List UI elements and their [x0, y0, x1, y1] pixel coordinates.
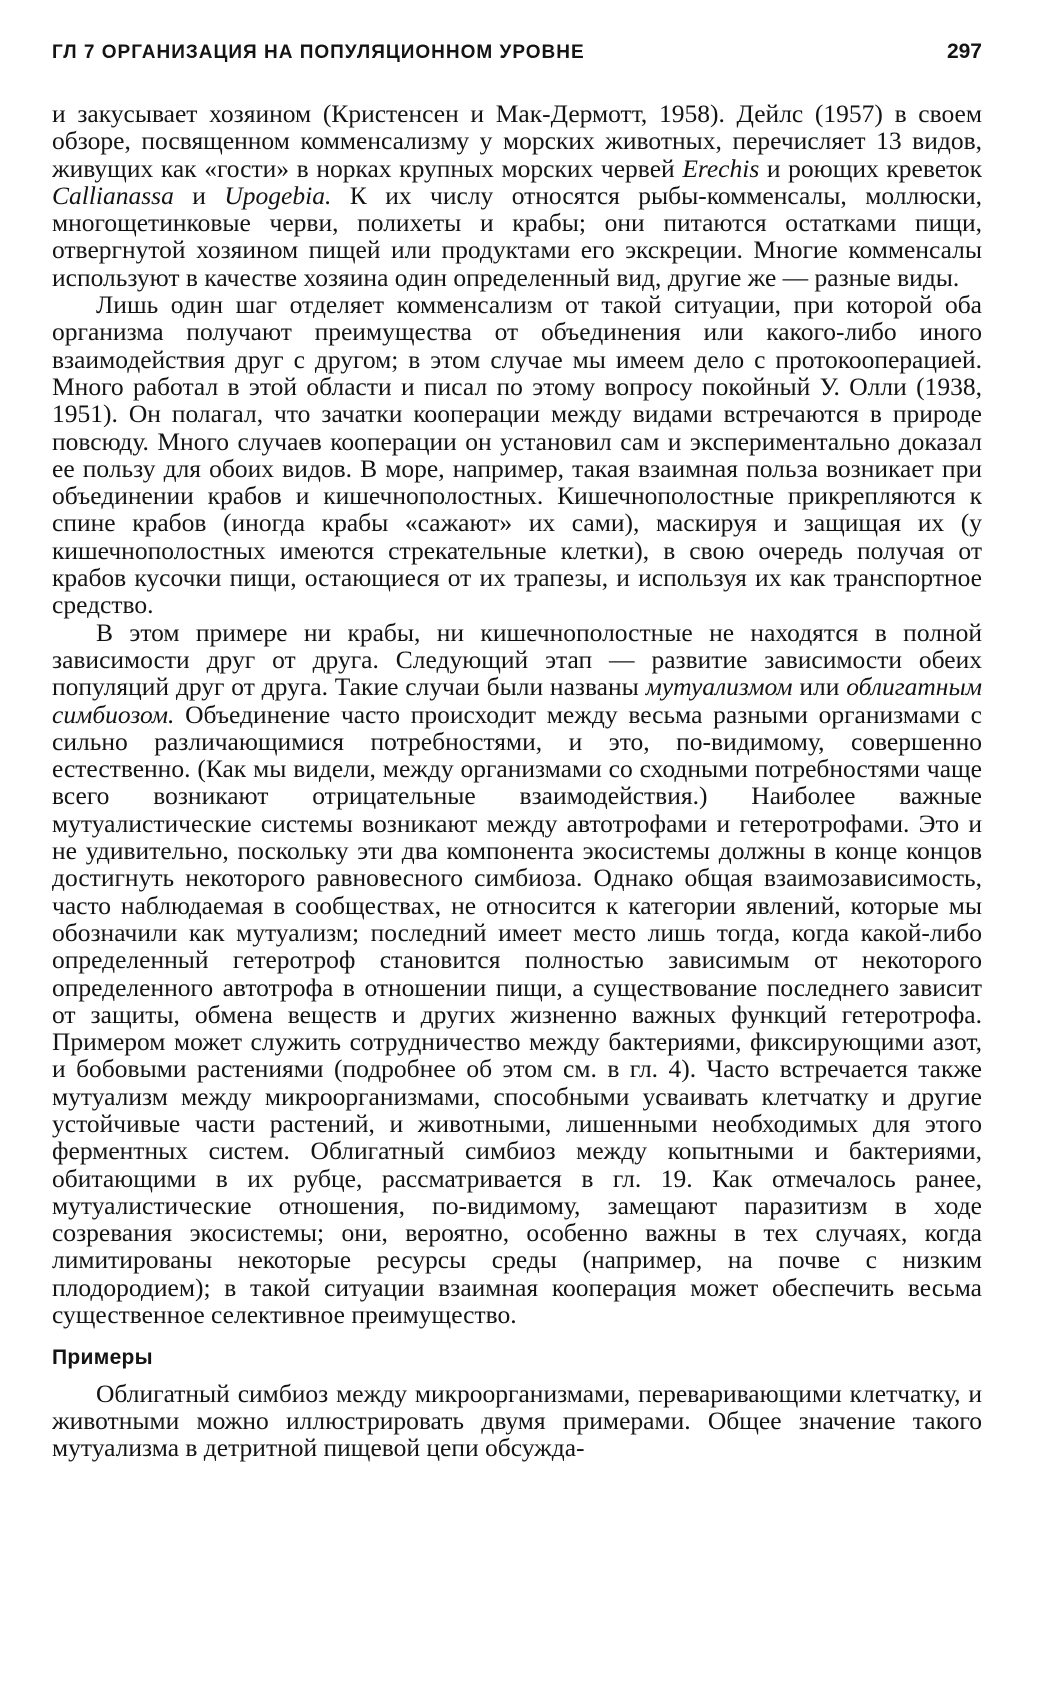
taxon-erechis: Erechis — [682, 153, 760, 183]
body-text — [52, 100, 982, 1462]
paragraph-3-text-c: Объединение часто происходит между весьма разными организмами с сильно различающимися потребностями, и это, по-видимому, совершенно естественно. (Как мы видели, между организмами со сходными потребностями чаще всего возникают отрицательные взаимодействия.) Наиболее важные мутуалистические системы возникают между автотрофами и гетеротрофами. Это и не удивительно, поскольку эти два компонента экосистемы должны в конце концов достигнуть некоторого равновесного симбиоза. Однако общая взаимозависимость, часто наблюдаемая в сообществах, не относится к категории явлений, которые мы обозначили как мутуализм; последний имеет место лишь тогда, когда какой-либо определенный гетеротроф становится полностью зависимым от некоторого определенного автотрофа в отношении пищи, а существование последнего зависит от защиты, обмена веществ и других жизненно важных функций гетеротрофа. Примером может служить сотрудничество между бактериями, фиксирующими азот, и бобовыми растениями (подробнее об этом см. в гл. 4). Часто встречается также мутуализм между микроорганизмами, способными усваивать клетчатку и другие устойчивые части растений, и животными, лишенными необходимых для этого ферментных систем. Облигатный симбиоз между копытными и бактериями, обитающими в их рубце, рассматривается в гл. 19. Как отмечалось ранее, мутуалистические отношения, по-видимому, замещают паразитизм в ходе созревания экосистемы; они, вероятно, особенно важны в тех случаях, когда лимитированы некоторые ресурсы среды (например, на почве с низким плодородием); в такой ситуации взаимная кооперация может обеспечить весьма существенное селективное преимущество. — [52, 699, 982, 1330]
book-page — [52, 40, 982, 1660]
paragraph-1-text-c: и — [173, 180, 225, 210]
page-number: 297 — [946, 40, 982, 63]
taxon-upogebia: Upogebia. — [224, 180, 332, 210]
paragraph-4: Облигатный симбиоз между микроорганизмами, переваривающими клетчатку, и животными можно иллюстрировать двумя примерами. Общее значение такого мутуализма в детритной пищевой цепи обсужда- — [52, 1378, 982, 1463]
paragraph-2: Лишь один шаг отделяет комменсализм от такой ситуации, при которой оба организма получают преимущества от объединения или какого-либо иного взаимодействия друг с другом; в этом случае мы имеем дело с протокооперацией. Много работал в этой области и писал по этому вопросу покойный У. Олли (1938, 1951). Он полагал, что зачатки кооперации между видами встречаются в природе повсюду. Много случаев кооперации он установил сам и экспериментально доказал ее пользу для обоих видов. В море, например, такая взаимная польза возникает при объединении крабов и кишечнополостных. Кишечнополостные прикрепляются к спине крабов (иногда крабы «сажают» их сами), маскируя и защищая их (у кишечнополостных имеются стрекательные клетки), в свою очередь получая от крабов кусочки пищи, остающиеся от их трапезы, и используя их как транспортное средство. — [52, 290, 982, 620]
term-obligate-symbiosis: облигатным симбиозом. — [52, 672, 982, 729]
taxon-callianassa: Callianassa — [52, 180, 174, 210]
term-mutualism: мутуализмом — [645, 672, 793, 702]
paragraph-3-text-a: В этом примере ни крабы, ни кишечнополостные не находятся в полной зависимости друг от друга. Следующий этап — развитие зависимости обеих популяций друг от друга. Такие случаи были названы — [52, 617, 982, 702]
running-head — [52, 40, 982, 78]
paragraph-1-text-a: и закусывает хозяином (Кристенсен и Мак-Дермотт, 1958). Дейлс (1957) в своем обзоре, посвященном комменсализму у морских животных, перечисляет 13 видов, живущих как «гости» в норках крупных морских червей — [52, 99, 982, 183]
paragraph-1 — [52, 100, 982, 291]
section-heading: Примеры — [52, 1346, 153, 1370]
running-title: ГЛ 7 ОРГАНИЗАЦИЯ НА ПОПУЛЯЦИОННОМ УРОВНЕ — [52, 42, 585, 63]
paragraph-3 — [52, 619, 982, 1329]
paragraph-1-text-d: К их числу относятся рыбы-комменсалы, моллюски, многощетинковые черви, полихеты и крабы; они питаются остатками пищи, отвергнутой хозяином пищей или продуктами его экскреции. Многие комменсалы используют в качестве хозяина один определенный вид, другие же — разные виды. — [52, 180, 982, 292]
paragraph-1-text-b: и роющих креветок — [759, 153, 982, 183]
paragraph-3-text-b: или — [792, 672, 847, 702]
